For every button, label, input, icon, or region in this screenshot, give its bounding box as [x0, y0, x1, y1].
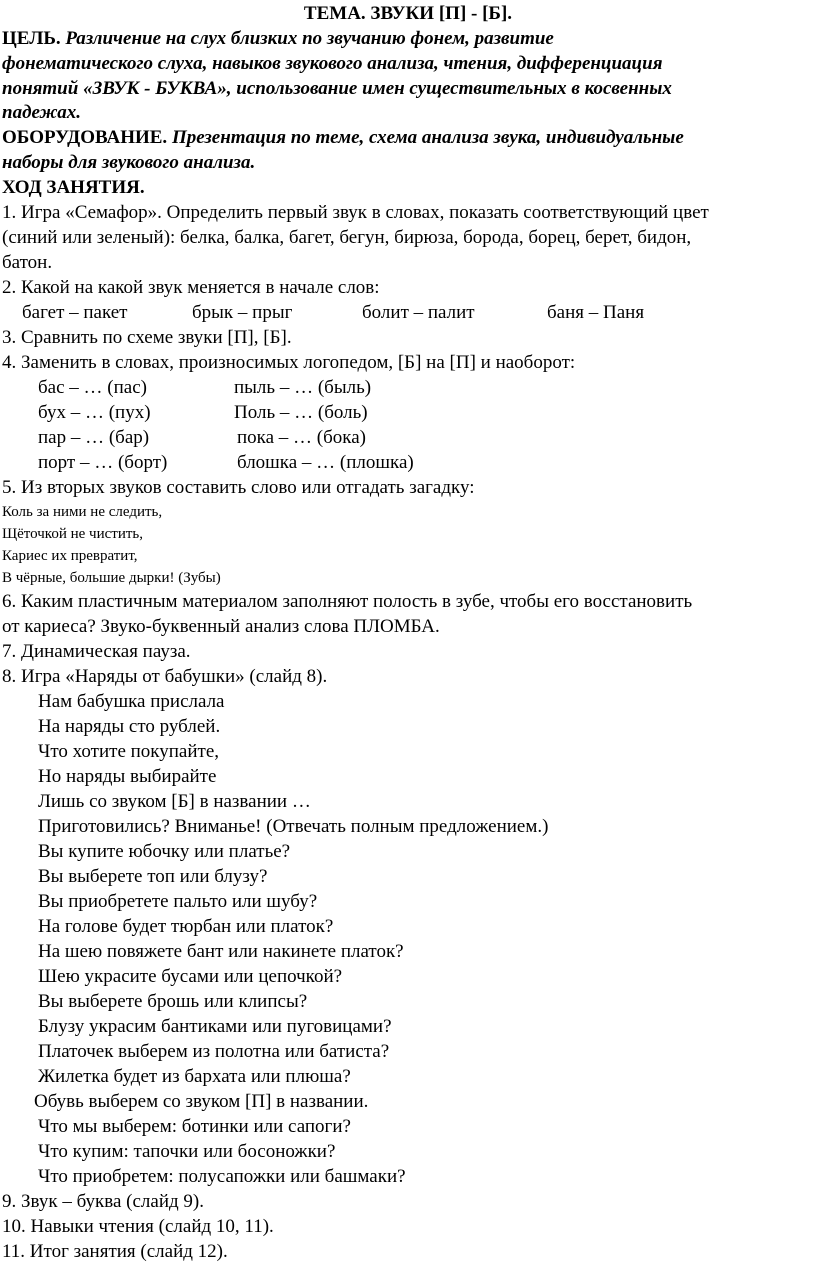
item4-row4-left: порт – … (борт): [38, 452, 168, 473]
poem-line-5: Лишь со звуком [Б] в названии …: [38, 791, 311, 812]
equipment-label: ОБОРУДОВАНИЕ.: [2, 127, 172, 148]
poem-line-3: Что хотите покупайте,: [38, 741, 220, 762]
riddle-line-4: В чёрные, большие дырки! (Зубы): [2, 570, 221, 586]
poem-line-1: Нам бабушка прислала: [38, 691, 225, 712]
item4-row2-left: бух – … (пух): [38, 402, 151, 423]
equipment-text: Презентация по теме, схема анализа звука, индивидуальные: [171, 127, 684, 148]
course-heading: ХОД ЗАНЯТИЯ.: [2, 177, 145, 198]
poem-line-14: Блузу украсим бантиками или пуговицами?: [38, 1016, 392, 1037]
item4-text: 4. Заменить в словах, произносимых логопедом, [Б] на [П] и наоборот:: [2, 352, 576, 373]
item10-text: 10. Навыки чтения (слайд 10, 11).: [2, 1216, 274, 1237]
poem-line-15: Платочек выберем из полотна или батиста?: [38, 1041, 390, 1062]
poem-line-8: Вы выберете топ или блузу?: [38, 866, 268, 887]
goal-line-3: понятий «ЗВУК - БУКВА», использование имен существительных в косвенных: [2, 78, 672, 99]
riddle-line-2: Щёточкой не чистить,: [2, 526, 143, 542]
poem-line-12: Шею украсите бусами или цепочкой?: [38, 966, 343, 987]
item2-pair-1: багет – пакет: [22, 302, 128, 323]
item1-line-3: батон.: [2, 252, 53, 273]
item1-line-2: (синий или зеленый): белка, балка, багет, бегун, бирюза, борода, борец, берет, бидон,: [2, 227, 692, 248]
item6-line-1: 6. Каким пластичным материалом заполняют полость в зубе, чтобы его восстановить: [2, 591, 693, 612]
item2-text: 2. Какой на какой звук меняется в начале слов:: [2, 277, 380, 298]
item7-text: 7. Динамическая пауза.: [2, 641, 191, 662]
item2-pair-2: брык – прыг: [192, 302, 293, 323]
equipment-line-1: [2, 126, 684, 150]
equipment-line-2: наборы для звукового анализа.: [2, 152, 256, 173]
page-title: ТЕМА. ЗВУКИ [П] - [Б].: [303, 3, 513, 24]
poem-line-2: На наряды сто рублей.: [38, 716, 221, 737]
poem-line-4: Но наряды выбирайте: [38, 766, 217, 787]
item4-row4-right: блошка – … (плошка): [237, 452, 414, 473]
poem-line-6: Приготовились? Вниманье! (Отвечать полным предложением.): [38, 816, 549, 837]
poem-line-13: Вы выберете брошь или клипсы?: [38, 991, 308, 1012]
item8-text: 8. Игра «Наряды от бабушки» (слайд 8).: [2, 666, 328, 687]
item3-text: 3. Сравнить по схеме звуки [П], [Б].: [2, 327, 292, 348]
poem-line-18: Что мы выберем: ботинки или сапоги?: [38, 1116, 351, 1137]
poem-line-11: На шею повяжете бант или накинете платок?: [38, 941, 404, 962]
item5-text: 5. Из вторых звуков составить слово или отгадать загадку:: [2, 477, 475, 498]
item4-row2-right: Поль – … (боль): [234, 402, 368, 423]
poem-line-10: На голове будет тюрбан или платок?: [38, 916, 334, 937]
poem-line-16: Жилетка будет из бархата или плюша?: [38, 1066, 351, 1087]
goal-line-4: падежах.: [2, 102, 82, 123]
poem-line-17: Обувь выберем со звуком [П] в названии.: [34, 1091, 369, 1112]
item1-line-1: 1. Игра «Семафор». Определить первый звук в словах, показать соответствующий цвет: [2, 202, 709, 223]
goal-label: ЦЕЛЬ.: [2, 28, 66, 49]
item4-row1-left: бас – … (пас): [38, 377, 147, 398]
item4-row1-right: пыль – … (быль): [234, 377, 372, 398]
goal-line-2: фонематического слуха, навыков звукового анализа, чтения, дифференциация: [2, 53, 663, 74]
poem-line-7: Вы купите юбочку или платье?: [38, 841, 291, 862]
item2-pair-3: болит – палит: [362, 302, 475, 323]
item4-row3-right: пока – … (бока): [237, 427, 366, 448]
item9-text: 9. Звук – буква (слайд 9).: [2, 1191, 204, 1212]
poem-line-20: Что приобретем: полусапожки или башмаки?: [38, 1166, 406, 1187]
riddle-line-3: Кариес их превратит,: [2, 548, 138, 564]
item11-text: 11. Итог занятия (слайд 12).: [2, 1241, 228, 1262]
item6-line-2: от кариеса? Звуко-буквенный анализ слова ПЛОМБА.: [2, 616, 440, 637]
poem-line-9: Вы приобретете пальто или шубу?: [38, 891, 318, 912]
poem-line-19: Что купим: тапочки или босоножки?: [38, 1141, 336, 1162]
riddle-line-1: Коль за ними не следить,: [2, 504, 163, 520]
goal-line-1: [2, 27, 554, 51]
item4-row3-left: пар – … (бар): [38, 427, 150, 448]
item2-pair-4: баня – Паня: [547, 302, 645, 323]
goal-text: Различение на слух близких по звучанию фонем, развитие: [65, 28, 554, 49]
